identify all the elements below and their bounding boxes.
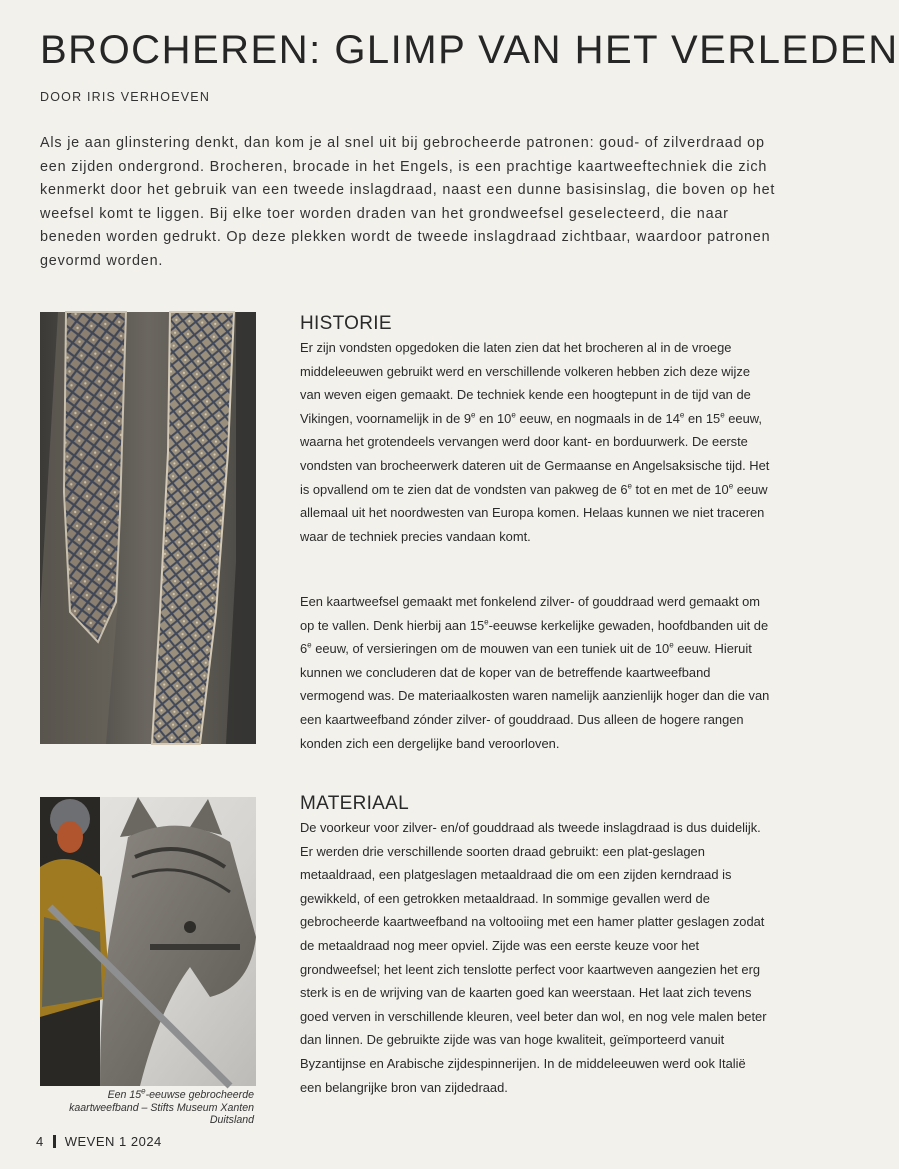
section-historie (300, 312, 770, 548)
intro-text: Als je aan glinstering denkt, dan kom je al snel uit bij gebrocheerde patronen: goud- of zilverdraad op een zijden ondergrond. Brocheren, brocade in het Engels, is een prachtige kaartweeftechniek die zich kenmerkt door het gebruik van een tweede inslagdraad, naast een dunne basisinslag, die boven op het weefsel komt te liggen. Bij elke toer worden draden van het grondweefsel geselecteerd, die naar beneden worden gedrukt. Op deze plekken wordt de tweede inslagdraad zichtbaar, waardoor patronen gevormd worden. (40, 135, 776, 269)
historie-paragraph-1: Er zijn vondsten opgedoken die laten zien dat het brocheren al in de vroege middeleeuwen gebruikt werd en verschillende volkeren hebben zich deze wijze van weven eigen gemaakt. De techniek kende een hoogtepunt in de tijd van de Vikingen, voornamelijk in de 9e en 10e eeuw, en nogmaals in de 14e en 15e eeuw, waarna het grotendeels vervangen werd door kant- en borduurwerk. De eerste vondsten van brocheerwerk dateren uit de Germaanse en Angelsaksische tijd. Het is opvallend om te zien dat de vondsten van pakweg de 6e tot en met de 10e eeuw allemaal uit het noordwesten van Europa komen. Helaas kunnen we niet traceren waar de techniek precies vandaan komt. (300, 340, 770, 544)
page-footer (36, 1134, 162, 1149)
author-byline: DOOR IRIS VERHOEVEN (40, 90, 211, 104)
page-title: BROCHEREN: GLIMP VAN HET VERLEDEN (40, 28, 899, 72)
materiaal-paragraph: De voorkeur voor zilver- en/of gouddraad als tweede inslagdraad is dus duidelijk. Er werden drie verschillende soorten draad gebruikt: een plat-geslagen metaaldraad, een platgeslagen metaaldraad die om een zijden kerndraad is gewikkeld, of een getrokken metaaldraad. In sommige gevallen werd de gebrocheerde kaartweefband na voltooiing met een hamer platter geslagen zodat de metaaldraad nog meer opviel. Zijde was een eerste keuze voor het grondweefsel; het leent zich tenslotte perfect voor kaartweven aangezien het erg sterk is en de wrijving van de kaarten goed kan weerstaan. Het laat zich tevens goed verven in verschillende kleuren, veel beter dan wol, en nog vele malen beter dan linnen. De gebruikte zijde was van hoge kwaliteit, geïmporteerd vanuit Byzantijnse en Arabische zijdespinnerijen. In de middeleeuwen werd ook Italië een belangrijke bron van zijdedraad. (300, 820, 767, 1095)
page-number: 4 (36, 1134, 44, 1149)
historie-paragraph-2-block (300, 590, 770, 755)
section-materiaal (300, 792, 770, 1099)
wooden-horse-photo (40, 797, 256, 1086)
historie-paragraph-2: Een kaartweefsel gemaakt met fonkelend zilver- of gouddraad werd gemaakt om op te vallen. Denk hierbij aan 15e-eeuwse kerkelijke gewaden, hoofdbanden uit de 6e eeuw, of versieringen om de mouwen van een tuniek uit de 10e eeuw. Hieruit kunnen we concluderen dat de koper van de betreffende kaartweefband vermogend was. De materiaalkosten waren namelijk aanzienlijk hoger dan die van een kaartweefband zónder zilver- of gouddraad. Dus alleen de hogere rangen konden zich een dergelijke band veroorloven. (300, 594, 770, 751)
magazine-issue: WEVEN 1 2024 (64, 1134, 162, 1149)
photo-caption: Een 15e-eeuwse gebrocheerde kaartweefband – Stifts Museum Xanten Duitsland (69, 1086, 254, 1126)
heading-historie: HISTORIE (300, 313, 392, 334)
heading-materiaal: MATERIAAL (300, 793, 409, 814)
brocaded-bands-image (40, 312, 256, 744)
footer-divider (53, 1135, 56, 1148)
intro-paragraph (40, 132, 780, 274)
brocaded-bands-photo (40, 312, 256, 744)
wooden-horse-image (40, 797, 256, 1086)
